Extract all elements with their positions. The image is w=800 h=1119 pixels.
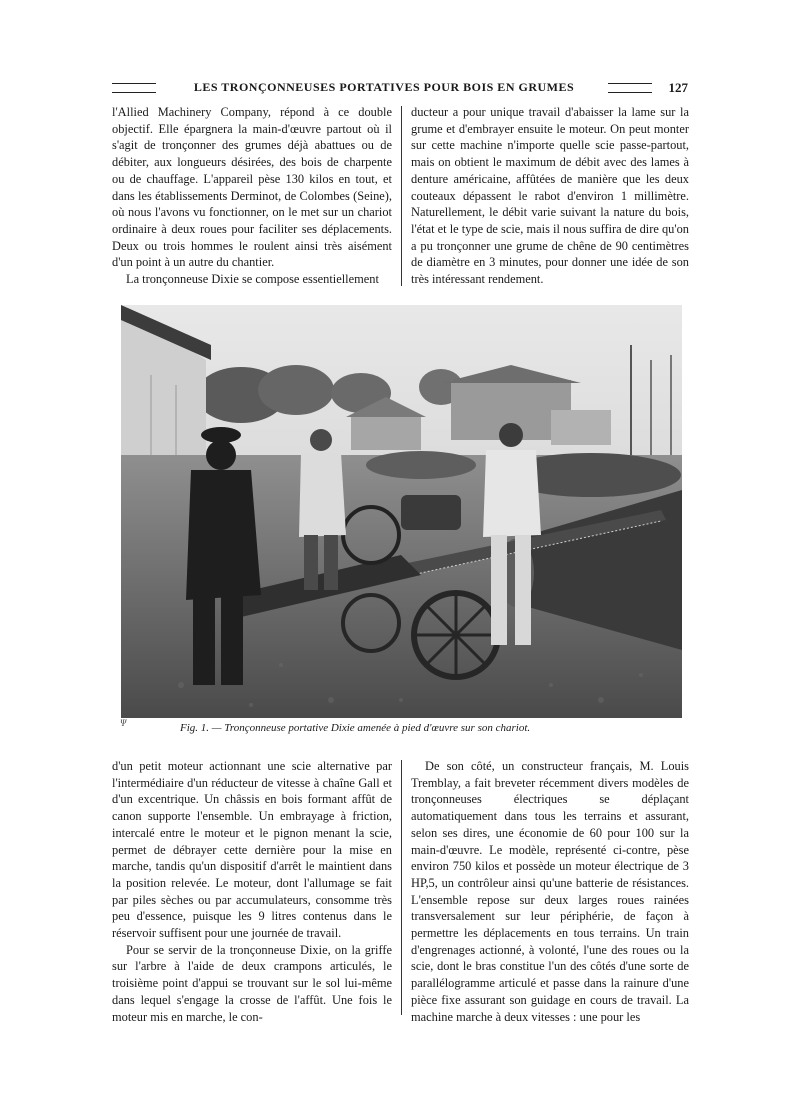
paragraph: La tronçonneuse Dixie se compose essentiellement [126, 272, 379, 287]
header-rule-right [608, 83, 652, 93]
column-divider-bottom [401, 760, 402, 1015]
sawmill-photo-illustration [121, 305, 682, 718]
column-top-right [411, 104, 689, 288]
page-number: 127 [668, 80, 688, 95]
header-rule-left [112, 83, 156, 93]
column-divider-top [401, 106, 402, 286]
column-bottom-left [112, 758, 392, 1025]
paragraph: De son côté, un constructeur français, M. Louis Tremblay, a fait breveter récemment divers modèles de tronçonneuses électriques se déplaçant automatiquement dans tous les terrains et assurant, selon ses dires, une économie de 60 pour 100 sur la main-d'œuvre. Le modèle, représenté ci-contre, pèse environ 750 kilos et possède un moteur électrique de 3 HP,5, un contrôleur ainsi qu'une batterie de résistances. L'ensemble repose sur deux larges roues rainées transversalement sur leur périphérie, de façon à permettre les déplacements en tous terrains. Un train d'engrenages actionné, à volonté, l'une des roues ou la scie, dont le bras constitue l'un des côtés d'une sorte de parallélogramme articulé et passe dans la rainure d'une pièce fixe assurant son guidage en cours de travail. La machine marche à deux vitesses : une pour les [411, 759, 689, 1024]
caption-text: — Tronçonneuse portative Dixie amenée à pied d'œuvre sur son chariot. [211, 722, 531, 734]
caption-label: Fig. 1. [180, 722, 210, 734]
header-title: LES TRONÇONNEUSES PORTATIVES POUR BOIS EN GRUMES [193, 80, 575, 94]
column-top-left [112, 104, 392, 288]
paragraph: d'un petit moteur actionnant une scie alternative par l'intermédiaire d'un réducteur de vitesse à chaîne Gall et d'un excentrique. Un châssis en bois formant affût de canon supporte l'ensemble. Un embrayage à friction, intercalé entre le moteur et le pignon menant la scie, permet de débrayer cette dernière pour la mise en marche, tandis qu'un dispositif d'arrêt le maintient dans la position relevée. Le moteur, dont l'allumage se fait par piles sèches ou par accumulateurs, consomme très peu d'essence, puisque les 9 litres contenus dans le réservoir suffisent pour une journée de travail. [112, 759, 392, 941]
figure-photo [121, 305, 682, 718]
paragraph: ducteur a pour unique travail d'abaisser la lame sur la grume et d'embrayer ensuite le moteur. On peut monter sur cette machine n'importe quelle scie passe-partout, mais on obtient le maximum de débit avec des lames à denture américaine, affûtées de manière que les deux couteaux dépassent le rabot d'environ 1 millimètre. Naturellement, le débit varie suivant la nature du bois, l'état et le type de scie, mais il nous suffira de dire qu'on a pu tronçonner une grume de chêne de 90 centimètres de diamètre en 3 minutes, pour donner une idée de son très intéressant rendement. [411, 105, 689, 287]
paragraph: l'Allied Machinery Company, répond à ce double objectif. Elle épargnera la main-d'œuvre partout où il s'agit de tronçonner des grumes déjà abattues ou de débiter, aux longueurs désirées, des bois de charpente ou de chauffage. L'appareil pèse 130 kilos en tout, et dans les établissements Derminot, de Colombes (Seine), où nous l'avons vu fonctionner, on le met sur un chariot ordinaire à deux roues pour faciliter ses déplacements. Deux ou trois hommes le roulent ainsi très aisément d'un point à un autre du chantier. [112, 105, 392, 270]
column-bottom-right [411, 758, 689, 1025]
running-header [112, 80, 688, 98]
photographer-mark: Ψ [120, 718, 127, 728]
paragraph: Pour se servir de la tronçonneuse Dixie, on la griffe sur l'arbre à l'aide de deux crampons articulés, le troisième point d'appui se trouvant sur le sol lui-même dans lequel s'engage la crosse de l'affût. Une fois le moteur mis en marche, le con- [112, 942, 392, 1024]
caption-text-line [180, 722, 530, 734]
